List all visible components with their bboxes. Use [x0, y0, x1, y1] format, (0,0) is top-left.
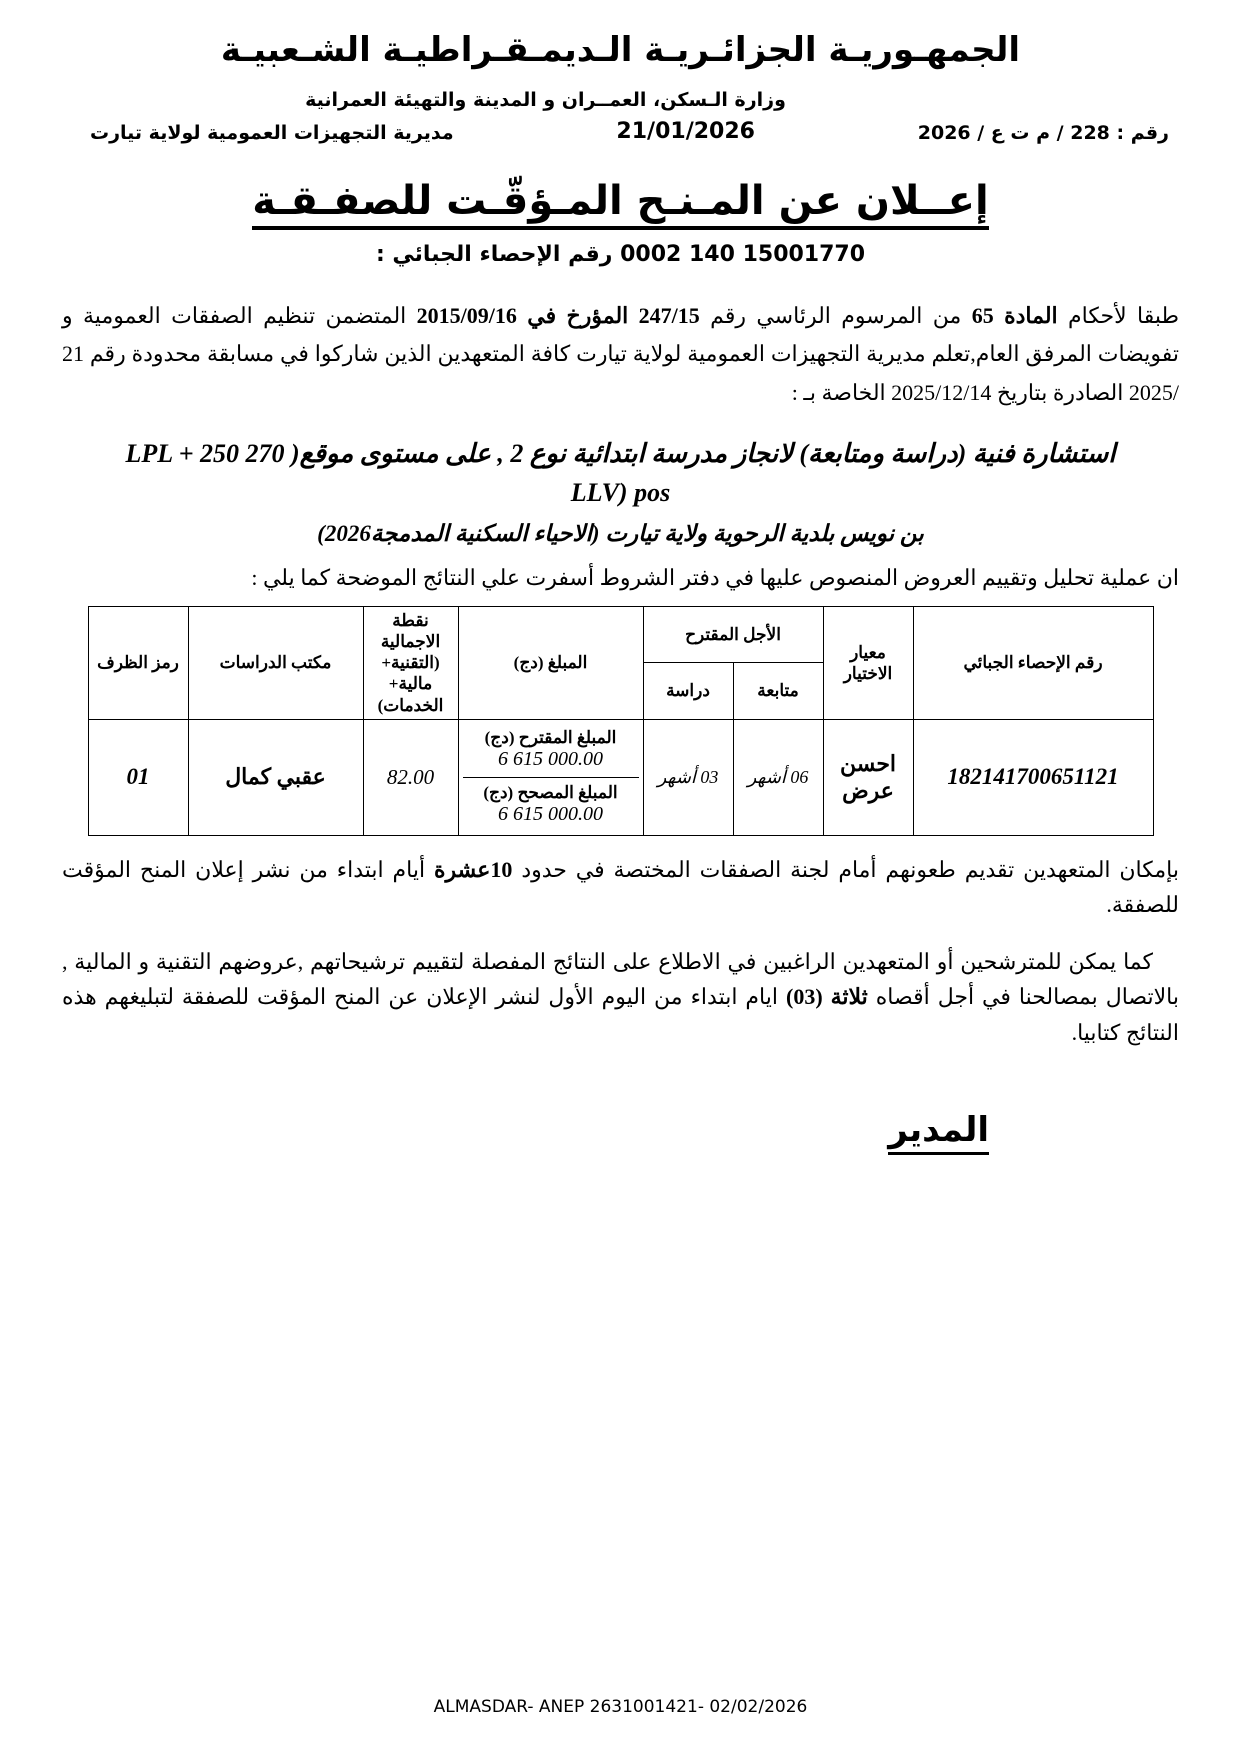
intro-text-a: طبقا لأحكام [1068, 302, 1180, 328]
consult-days: ثلاثة (03) [785, 984, 868, 1010]
appeal-days: 10عشرة [434, 856, 513, 882]
directorate-heading: مديرية التجهيزات العمومية لولاية تيارت [90, 121, 454, 144]
project-title-line-2: LLV) pos [570, 478, 671, 508]
project-title-line-1: استشارة فنية (دراسة ومتابعة) لانجاز مدرسة ابتدائية نوع 2 , على مستوى موقع( 270 LPL + 250 [125, 439, 1116, 469]
intro-text-c: المتضمن تنظيم الصفقات العمومية و تفويضات المرفق العام,تعلم مديرية التجهيزات العمومية لولاية تيارت كافة المتعهدين الذين شاركوا في مسابقة محدودة رقم [62, 302, 1180, 367]
footer-anep: ALMASDAR- ANEP 2631001421- 02/02/2026 [433, 1697, 808, 1717]
appeal-text-b: أيام ابتداء من نشر إعلان المنح المؤقت للصفقة. [62, 856, 1179, 918]
signature-block [62, 1110, 1179, 1150]
amount-corrected-value: 6 615 000.00 [498, 802, 603, 825]
cell-tax-id: 182141700651121 [913, 719, 1153, 835]
th-score: نقطة الاجمالية (التقنية+ مالية+ الخدمات) [363, 606, 458, 719]
amount-corrected-box [463, 778, 639, 832]
th-office: مكتب الدراسات [188, 606, 363, 719]
header-meta-row [0, 119, 1241, 144]
intro-text-b: من المرسوم الرئاسي رقم [710, 302, 962, 328]
cell-envelope: 01 [88, 719, 188, 835]
th-delay-study: دراسة [643, 663, 733, 720]
page-title [0, 178, 1241, 224]
results-table [88, 606, 1154, 836]
cell-office: عقبي كمال [188, 719, 363, 835]
results-intro: ان عملية تحليل وتقييم العروض المنصوص عليها في دفتر الشروط أسفرت علي النتائج الموضحة كما يلي : [251, 565, 1179, 591]
th-delay-followup: متابعة [733, 663, 823, 720]
cell-criteria: احسن عرض [823, 719, 913, 835]
th-criteria: معيار الاختيار [823, 606, 913, 719]
intro-text-d: الصادرة بتاريخ [996, 379, 1124, 405]
consult-text-a: كما يمكن للمترشحين أو المتعهدين الراغبين في الاطلاع على النتائج المفصلة لتقييم ترشيحاتهم ,عروضهم التقنية و المالية , بالاتصال بمصالحنا في أجل أقصاه [62, 949, 1180, 1010]
cell-amount [458, 719, 643, 835]
cell-delay-followup: 06 أشهر [733, 719, 823, 835]
tax-registration-number: 0002 140 15001770 [620, 241, 866, 267]
project-title [62, 434, 1179, 512]
republic-heading: الجمهـوريـة الجزائـريـة الـديمـقـراطيـة الشـعبيـة [220, 30, 1021, 70]
th-amount: المبلغ (دج) [458, 606, 643, 719]
cell-delay-study: 03 أشهر [643, 719, 733, 835]
notices-section [0, 852, 1241, 1150]
intro-tender-date: 2025/12/14 [891, 379, 992, 405]
document-reference: رقم : 228 / م ت ع / 2026 [917, 121, 1169, 144]
cell-score: 82.00 [363, 719, 458, 835]
intro-paragraph [62, 297, 1179, 413]
th-tax-id: رقم الإحصاء الجبائي [913, 606, 1153, 719]
th-delay: الأجل المقترح [643, 606, 823, 663]
table-row [88, 719, 1153, 835]
intro-text-e: الخاصة بـ : [791, 379, 886, 405]
document-date: 21/01/2026 [616, 118, 755, 144]
amount-corrected-label: المبلغ المصحح (دج) [483, 782, 618, 802]
amount-proposed-value: 6 615 000.00 [498, 747, 603, 770]
ministry-heading: وزارة الـسكن، العمــران و المدينة والتهيئة العمرانية [305, 88, 786, 111]
project-location: بن نويس بلدية الرحوية ولاية تيارت (الاحياء السكنية المدمجة2026) [317, 521, 924, 547]
table-header-row [88, 606, 1153, 663]
signature-title: المدير [888, 1110, 989, 1155]
appeal-text-a: بإمكان المتعهدين تقديم طعونهم أمام لجنة الصفقات المختصة في حدود [521, 856, 1180, 882]
consultation-notice [62, 944, 1179, 1050]
document-body [0, 297, 1241, 596]
intro-tender-number: 21 /2025 [62, 341, 1179, 405]
intro-decree: 247/15 المؤرخ في 2015/09/16 [416, 302, 700, 328]
appeal-notice [62, 852, 1179, 922]
page-title-text: إعــلان عن المـنـح المـؤقّـت للصفـقـة [252, 178, 988, 230]
th-envelope: رمز الظرف [88, 606, 188, 719]
amount-proposed-box [463, 723, 639, 778]
intro-article: المادة 65 [971, 302, 1058, 328]
amount-proposed-label: المبلغ المقترح (دج) [484, 727, 617, 747]
consult-text-b: ايام ابتداء من اليوم الأول لنشر الإعلان عن المنح المؤقت للصفقة لتبليغهم هذه النتائج كتابيا. [62, 984, 1179, 1045]
tax-registration-line [0, 242, 1241, 267]
tax-registration-label: رقم الإحصاء الجبائي : [375, 241, 613, 267]
